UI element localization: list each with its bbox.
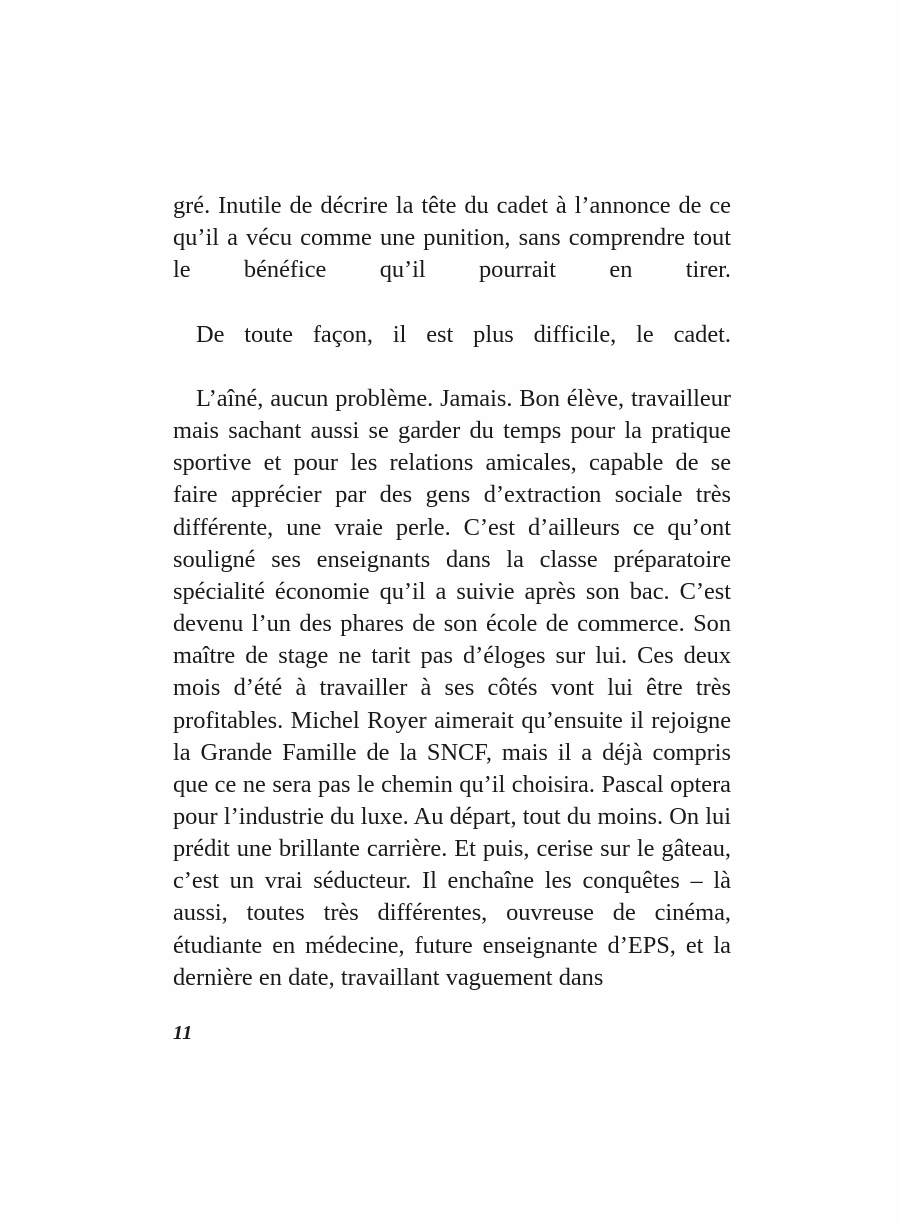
page-number: 11 — [173, 1022, 193, 1044]
body-text-block — [173, 190, 731, 994]
paragraph-continuation: gré. Inutile de décrire la tête du cadet à l’annonce de ce qu’il a vécu comme une punition, sans comprendre tout le bénéfice qu’il pourrait en tirer. — [173, 192, 731, 284]
paragraph-cadet: De toute façon, il est plus difficile, le cadet. — [196, 320, 731, 348]
paragraph-aine: L’aîné, aucun problème. Jamais. Bon élève, travailleur mais sachant aussi se garder du temps pour la pratique sportive et pour les relations amicales, capable de se faire apprécier par des gens d’extraction sociale très différente, une vraie perle. C’est d’ailleurs ce qu’ont souligné ses enseignants dans la classe préparatoire spécialité économie qu’il a suivie après son bac. C’est devenu l’un des phares de son école de commerce. Son maître de stage ne tarit pas d’éloges sur lui. Ces deux mois d’été à travailler à ses côtés vont lui être très profitables. Michel Royer aimerait qu’ensuite il rejoigne la Grande Famille de la SNCF, mais il a déjà compris que ce ne sera pas le chemin qu’il choisira. Pascal optera pour l’industrie du luxe. Au départ, tout du moins. On lui prédit une brillante carrière. Et puis, cerise sur le gâteau, c’est un vrai séducteur. Il enchaîne les conquêtes – là aussi, toutes très différentes, ouvreuse de cinéma, étudiante en médecine, future enseignante d’EPS, et la dernière en date, travaillant vaguement dans — [173, 384, 731, 991]
